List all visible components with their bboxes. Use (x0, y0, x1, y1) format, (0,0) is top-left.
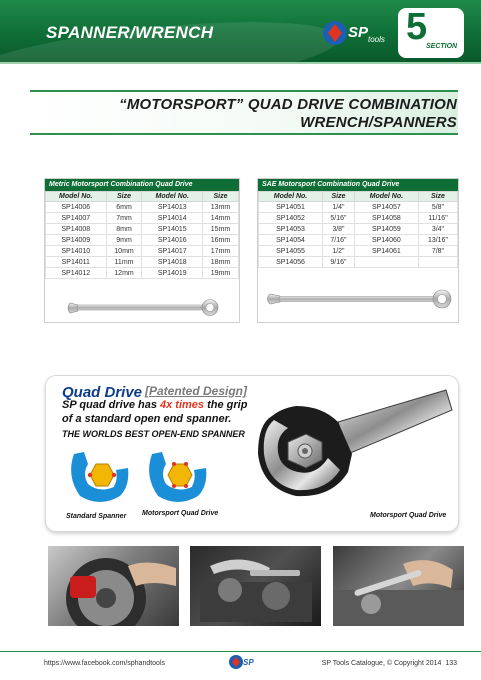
column-header: Model No. (259, 192, 323, 202)
cell: 3/8" (323, 224, 355, 235)
quad-drive-diagram (142, 446, 214, 508)
page-number: 133 (445, 660, 457, 667)
column-header: Size (203, 192, 239, 202)
cell: SP14008 (46, 224, 107, 235)
quad-drive-claim-line2: of a standard open end spanner. (62, 413, 232, 425)
cell: SP14015 (142, 224, 203, 235)
cell: 7mm (106, 213, 142, 224)
cell (354, 257, 418, 268)
cell: SP14017 (142, 246, 203, 257)
cell: 19mm (203, 268, 239, 279)
footer-divider (0, 651, 481, 652)
column-header: Size (106, 192, 142, 202)
claim-highlight: 4x times (160, 399, 205, 411)
sae-wrench-image (264, 287, 454, 311)
cell: SP14060 (354, 235, 418, 246)
cell: SP14055 (259, 246, 323, 257)
cell: 16mm (203, 235, 239, 246)
table-row (46, 268, 239, 279)
table-row (259, 202, 458, 213)
cell: SP14056 (259, 257, 323, 268)
column-header: Model No. (46, 192, 107, 202)
cell: 1/2" (323, 246, 355, 257)
sae-table (258, 191, 458, 268)
cell: 12mm (106, 268, 142, 279)
column-header: Size (418, 192, 457, 202)
cell: SP14007 (46, 213, 107, 224)
cell: 17mm (203, 246, 239, 257)
cell: 15mm (203, 224, 239, 235)
table-row (46, 202, 239, 213)
table-row (259, 224, 458, 235)
photo-engine-bay-art (190, 546, 321, 626)
cell: SP14058 (354, 213, 418, 224)
quad-drive-claim-line1 (62, 399, 247, 411)
cell: SP14013 (142, 202, 203, 213)
footer-sp-tools-logo (228, 654, 262, 670)
patented-design-label: [Patented Design] (145, 384, 248, 398)
cell: 10mm (106, 246, 142, 257)
column-header: Model No. (354, 192, 418, 202)
standard-spanner-caption: Standard Spanner (66, 513, 127, 520)
cell: SP14014 (142, 213, 203, 224)
metric-table-caption: Metric Motorsport Combination Quad Drive (45, 179, 239, 191)
section-title: SPANNER/WRENCH (46, 23, 214, 42)
product-title-line1: “MOTORSPORT” QUAD DRIVE COMBINATION (119, 96, 457, 113)
svg-text:SP: SP (243, 658, 254, 667)
column-header: Model No. (142, 192, 203, 202)
cell: SP14054 (259, 235, 323, 246)
metric-table (45, 191, 239, 279)
table-row (259, 246, 458, 257)
table-row (46, 246, 239, 257)
table-row (46, 257, 239, 268)
section-label: SECTION (426, 43, 458, 50)
cell: 3/4" (418, 224, 457, 235)
cell: 1/4" (323, 202, 355, 213)
cell: 11/16" (418, 213, 457, 224)
cell: 9mm (106, 235, 142, 246)
photo-hand-working-art (333, 546, 464, 626)
cell: 6mm (106, 202, 142, 213)
metric-table-header-row (46, 192, 239, 202)
cell: 14mm (203, 213, 239, 224)
standard-spanner-diagram (64, 446, 136, 508)
cell: SP14012 (46, 268, 107, 279)
table-row (259, 235, 458, 246)
photo-wheel-brake (48, 546, 179, 626)
cell: 18mm (203, 257, 239, 268)
header-divider (0, 62, 481, 64)
quad-drive-title: Quad Drive (62, 384, 143, 401)
section-number: 5 (406, 6, 428, 48)
column-header: Size (323, 192, 355, 202)
cell: SP14057 (354, 202, 418, 213)
cell: SP14009 (46, 235, 107, 246)
table-row (46, 224, 239, 235)
copyright-text: SP Tools Catalogue, © Copyright 2014 (321, 660, 442, 667)
claim-text: SP quad drive has (62, 399, 161, 411)
table-row (46, 235, 239, 246)
quad-drive-wrench-closeup (236, 384, 454, 508)
cell: 9/16" (323, 257, 355, 268)
cell: 7/16" (323, 235, 355, 246)
cell: SP14006 (46, 202, 107, 213)
photo-engine-bay (190, 546, 321, 626)
svg-text:tools: tools (368, 35, 385, 44)
cell: 8mm (106, 224, 142, 235)
motorsport-quad-drive-caption: Motorsport Quad Drive (142, 510, 219, 517)
sae-table-header-row (259, 192, 458, 202)
cell (418, 257, 457, 268)
sp-tools-logo (322, 20, 394, 46)
cell: SP14010 (46, 246, 107, 257)
cell: 5/16" (323, 213, 355, 224)
quad-drive-tagline: THE WORLDS BEST OPEN-END SPANNER (62, 429, 245, 439)
table-row (259, 257, 458, 268)
cell: SP14061 (354, 246, 418, 257)
photo-hand-working (333, 546, 464, 626)
photo-wheel-brake-art (48, 546, 179, 626)
metric-wrench-image (64, 297, 224, 319)
cell: SP14018 (142, 257, 203, 268)
cell: 7/8" (418, 246, 457, 257)
cell: SP14052 (259, 213, 323, 224)
cell: SP14059 (354, 224, 418, 235)
cell: 5/8" (418, 202, 457, 213)
cell: SP14016 (142, 235, 203, 246)
footer-facebook-link[interactable]: https://www.facebook.com/sphandtools (44, 660, 166, 667)
svg-text:SP: SP (348, 24, 369, 41)
claim-text: the grip (204, 399, 248, 411)
footer-copyright (322, 660, 457, 667)
cell: SP14019 (142, 268, 203, 279)
table-row (46, 213, 239, 224)
table-row (259, 213, 458, 224)
cell: SP14011 (46, 257, 107, 268)
cell: SP14051 (259, 202, 323, 213)
sae-table-caption: SAE Motorsport Combination Quad Drive (258, 179, 458, 191)
cell: 13mm (203, 202, 239, 213)
closeup-caption: Motorsport Quad Drive (370, 512, 447, 519)
cell: 13/16" (418, 235, 457, 246)
cell: 11mm (106, 257, 142, 268)
cell: SP14053 (259, 224, 323, 235)
product-title-line2: WRENCH/SPANNERS (300, 114, 457, 131)
